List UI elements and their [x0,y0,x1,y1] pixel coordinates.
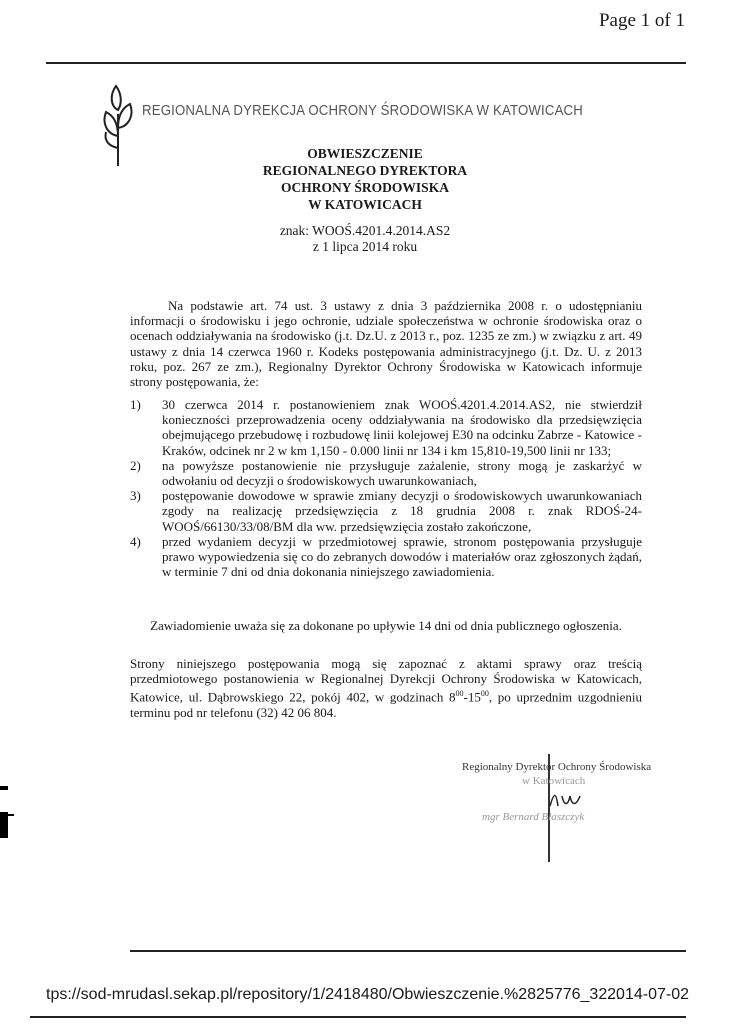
list-item-number: 3) [130,488,141,504]
notice-paragraph: Zawiadomienie uważa się za dokonane po upływie 14 dni od dnia publicznego ogłoszenia. [150,618,622,633]
agency-letterhead: REGIONALNA DYREKCJA OCHRONY ŚRODOWISKA W KATOWICACH [142,102,583,119]
signature-location: w Katowicach [522,775,586,787]
intro-paragraph: Na podstawie art. 74 ust. 3 ustawy z dnia 3 października 2008 r. o udostępnianiu informacji o środowisku i jego ochronie, udziale społeczeństwa w ochronie środowiska oraz o ocenach oddziaływania na środowisko (j.t. Dz.U. z 2013 r., poz. 1235 ze zm.) w związku z art. 49 ustawy z dnia 14 czerwca 1960 r. Kodeks postępowania administracyjnego (j.t. Dz. U. z 2013 roku, poz. 267 ze zm.), Regionalny Dyrektor Ochrony Środowiska w Katowicach informuje strony postępowania, że: [130,298,642,390]
reference-block [130,223,600,255]
list-item-text: 30 czerwca 2014 r. postanowieniem znak WOOŚ.4201.4.2014.AS2, nie stwierdził konieczności przeprowadzenia oceny oddziaływania na środowisko dla przedsięwzięcia obejmującego przebudowę i rozbudowę linii kolejowej E30 na odcinku Zabrze - Katowice - Kraków, odcinek nr 2 w km 1,150 - 0.000 linii nr 134 i km 15,810-19,500 linii nr 133; [162,397,642,458]
list-item-number: 4) [130,533,141,549]
signature-name: mgr Bernard Błaszczyk [482,811,585,823]
footer-date: 2014-07-02 [607,986,689,1003]
footer-url: tps://sod-mrudasl.sekap.pl/repository/1/2418480/Obwieszczenie.%2825776_32... [46,986,621,1003]
list-item [130,397,642,458]
reference-date: z 1 lipca 2014 roku [312,239,418,254]
reference-sign: znak: WOOŚ.4201.4.2014.AS2 [279,223,451,238]
title-line: OBWIESZCZENIE [307,146,423,161]
list-item [130,534,642,580]
list-item-number: 2) [130,457,141,473]
access-paragraph [130,656,642,720]
handwritten-signature-icon [546,788,606,810]
list-item [130,488,642,534]
hours-from-superscript: 00 [455,689,464,699]
title-line: W KATOWICACH [308,197,422,212]
list-item-text: na powyższe postanowienie nie przysługuje zażalenie, strony mogą je zaskarżyć w odwołaniu od decyzji o środowiskowych uwarunkowaniach, [162,457,642,489]
footer-divider [130,950,686,952]
header-divider [46,62,686,64]
title-line: OCHRONY ŚRODOWISKA [281,180,449,195]
scan-mark [0,814,14,816]
document-title [130,145,600,213]
findings-list [130,397,642,579]
hours-to-superscript: 00 [480,689,489,699]
signature-stamp [462,760,662,824]
list-item-number: 1) [130,397,141,412]
title-line: REGIONALNEGO DYREKTORA [262,163,468,178]
hours-separator: -15 [463,689,481,705]
access-text: Strony niniejszego postępowania mogą się zapoznać z aktami sprawy oraz treścią przedmiotowego postanowienia w Regionalnej Dyrekcji Ochrony Środowiska w Katowicach, Katowice, ul. Dąbrowskiego 22, pokój 402, w godzinach 8 [130,656,642,705]
list-item-text: przed wydaniem decyzji w przedmiotowej sprawie, stronom postępowania przysługuje prawo wypowiedzenia się co do zebranych dowodów i materiałów oraz zgłoszonych żądań, w terminie 7 dni od dnia dokonania niniejszego zawiadomienia. [162,533,642,580]
access-text-end: , po uprzednim uzgodnieniu terminu pod nr telefonu (32) 42 06 804. [130,689,642,720]
page-number-label: Page 1 of 1 [598,10,685,31]
list-item-text: postępowanie dowodowe w sprawie zmiany decyzji o środowiskowych uwarunkowaniach zgody na realizację przedsięwzięcia z 18 grudnia 2008 r. znak RDOŚ-24-WOOŚ/66130/33/08/BM dla ww. przedsięwzięcia zostało zakończone, [162,488,642,534]
list-item [130,458,642,488]
scan-mark [0,786,8,790]
bottom-divider [30,1016,686,1018]
signature-title: Regionalny Dyrektor Ochrony Środowiska [462,761,652,773]
